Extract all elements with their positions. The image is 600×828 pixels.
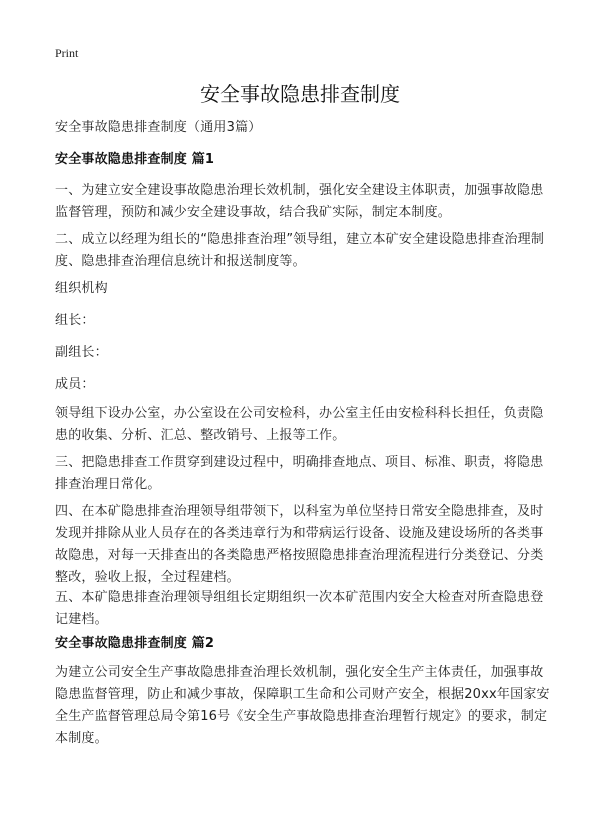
- paragraph: 四、在本矿隐患排查治理领导组带领下，以科室为单位坚持日常安全隐患排查，及时发现并排除从业人员存在的各类违章行为和带病运行设备、设施及建设场所的各类事故隐患，对每一天排查出的各类隐患严格按照隐患排查治理流程进行分类登记、分类整改，验收上报，全过程建档。: [55, 504, 544, 585]
- paragraph: 二、成立以经理为组长的“隐患排查治理”领导组，建立本矿安全建设隐患排查治理制度、隐患排查治理信息统计和报送制度等。: [55, 232, 545, 269]
- paragraph: 组长：: [55, 313, 95, 328]
- document-subtitle: 安全事故隐患排查制度（通用3篇）: [55, 120, 262, 135]
- section-heading-1: 安全事故隐患排查制度 篇1: [55, 152, 215, 167]
- paragraph: 为建立公司安全生产事故隐患排查治理长效机制，强化安全生产主体责任，加强事故隐患监督管理，防止和减少事故，保障职工生命和公司财产安全，根据20xx年国家安全生产监督管理总局令第16号《安全生产事故隐患排查治理暂行规定》的要求，制定本制度。: [55, 665, 550, 746]
- document-title: 安全事故隐患排查制度: [200, 82, 400, 106]
- paragraph: 组织机构: [55, 281, 108, 296]
- section-heading-2: 安全事故隐患排查制度 篇2: [55, 636, 215, 651]
- paragraph: 领导组下设办公室，办公室设在公司安检科，办公室主任由安检科科长担任，负责隐患的收集、分析、汇总、整改销号、上报等工作。: [55, 406, 544, 443]
- print-link[interactable]: Print: [55, 46, 79, 60]
- paragraph: 五、本矿隐患排查治理领导组组长定期组织一次本矿范围内安全大检查对所查隐患登记建档。: [55, 590, 544, 627]
- paragraph: 一、为建立安全建设事故隐患治理长效机制，强化安全建设主体职责，加强事故隐患监督管理，预防和减少安全建设事故，结合我矿实际，制定本制度。: [55, 183, 544, 220]
- paragraph: 三、把隐患排查工作贯穿到建设过程中，明确排查地点、项目、标准、职责，将隐患排查治理日常化。: [55, 455, 544, 492]
- paragraph: 副组长：: [55, 345, 108, 360]
- paragraph: 成员：: [55, 377, 95, 392]
